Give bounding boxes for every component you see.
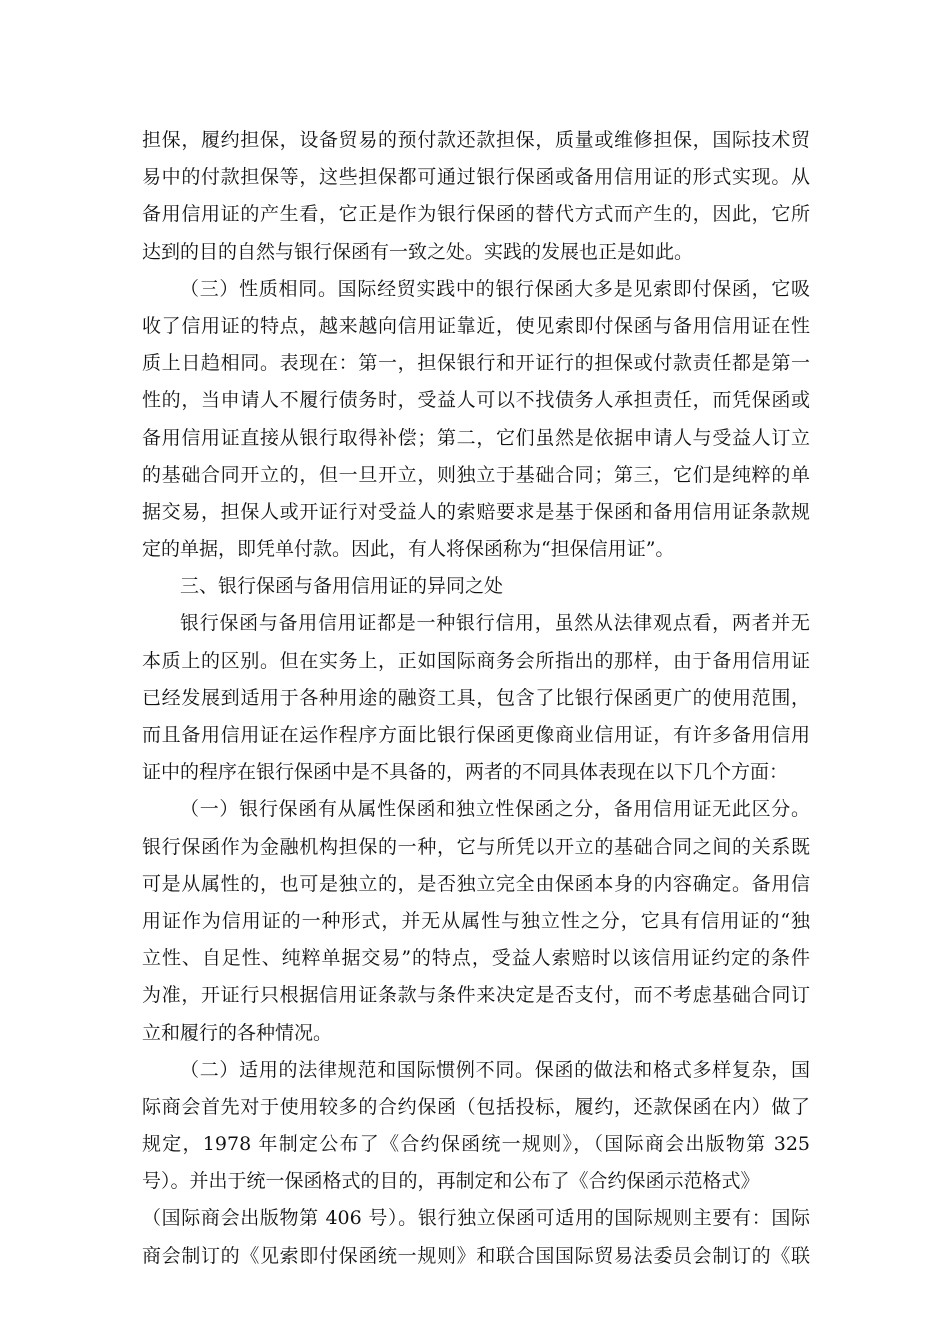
text-line: 备用信用证直接从银行取得补偿；第二，它们虽然是依据申请人与受益人订立 xyxy=(142,426,810,449)
text-line: （一）银行保函有从属性保函和独立性保函之分，备用信用证无此区分。 xyxy=(180,798,810,821)
text-line: 备用信用证的产生看，它正是作为银行保函的替代方式而产生的，因此，它所 xyxy=(142,203,810,226)
text-line: 银行保函作为金融机构担保的一种，它与所凭以开立的基础合同之间的关系既 xyxy=(142,835,810,858)
text-line: 定的单据，即凭单付款。因此，有人将保函称为“担保信用证”。 xyxy=(142,538,675,561)
text-line: 已经发展到适用于各种用途的融资工具，包含了比银行保函更广的使用范围， xyxy=(142,686,810,709)
text-line: 商会制订的《见索即付保函统一规则》和联合国国际贸易法委员会制订的《联 xyxy=(142,1244,810,1267)
text-line: 证中的程序在银行保函中是不具备的，两者的不同具体表现在以下几个方面： xyxy=(142,761,789,784)
text-line: 达到的目的自然与银行保函有一致之处。实践的发展也正是如此。 xyxy=(142,240,694,263)
text-line: 可是从属性的，也可是独立的，是否独立完全由保函本身的内容确定。备用信 xyxy=(142,872,810,895)
body-text xyxy=(142,122,810,1275)
text-line: （三）性质相同。国际经贸实践中的银行保函大多是见索即付保函，它吸 xyxy=(180,277,810,300)
text-line: 银行保函与备用信用证都是一种银行信用，虽然从法律观点看，两者并无 xyxy=(180,612,810,635)
text-line: 用证作为信用证的一种形式，并无从属性与独立性之分，它具有信用证的“独 xyxy=(142,909,810,932)
text-line: 易中的付款担保等，这些担保都可通过银行保函或备用信用证的形式实现。从 xyxy=(142,166,810,189)
text-line: 本质上的区别。但在实务上，正如国际商务会所指出的那样，由于备用信用证 xyxy=(142,649,810,672)
text-line: 而且备用信用证在运作程序方面比银行保函更像商业信用证，有许多备用信用 xyxy=(142,724,810,746)
text-line: 担保，履约担保，设备贸易的预付款还款担保，质量或维修担保，国际技术贸 xyxy=(142,129,810,151)
text-line: 规定，1978 年制定公布了《合约保函统一规则》，（国际商会出版物第 325 xyxy=(142,1133,810,1156)
text-line: 为准，开证行只根据信用证条款与条件来决定是否支付，而不考虑基础合同订 xyxy=(142,984,810,1007)
text-line: 三、银行保函与备用信用证的异同之处 xyxy=(180,575,504,598)
text-line: 际商会首先对于使用较多的合约保函（包括投标，履约，还款保函在内）做了 xyxy=(142,1095,810,1118)
text-line: 收了信用证的特点，越来越向信用证靠近，使见索即付保函与备用信用证在性 xyxy=(142,314,810,337)
text-line: 据交易，担保人或开证行对受益人的索赔要求是基于保函和备用信用证条款规 xyxy=(142,500,810,523)
text-line: 立和履行的各种情况。 xyxy=(142,1021,333,1044)
text-line: （二）适用的法律规范和国际惯例不同。保函的做法和格式多样复杂，国 xyxy=(180,1058,810,1081)
text-line: 质上日趋相同。表现在：第一，担保银行和开证行的担保或付款责任都是第一 xyxy=(142,352,810,375)
text-line: 性的，当申请人不履行债务时，受益人可以不找债务人承担责任，而凭保函或 xyxy=(142,389,810,412)
text-line: 号）。并出于统一保函格式的目的，再制定和公布了《合约保函示范格式》 xyxy=(142,1170,760,1193)
text-line: （国际商会出版物第 406 号）。银行独立保函可适用的国际规则主要有：国际 xyxy=(142,1207,810,1230)
text-line: 的基础合同开立的，但一旦开立，则独立于基础合同；第三，它们是纯粹的单 xyxy=(142,463,810,486)
text-line: 立性、自足性、纯粹单据交易”的特点，受益人索赔时以该信用证约定的条件 xyxy=(142,947,810,970)
